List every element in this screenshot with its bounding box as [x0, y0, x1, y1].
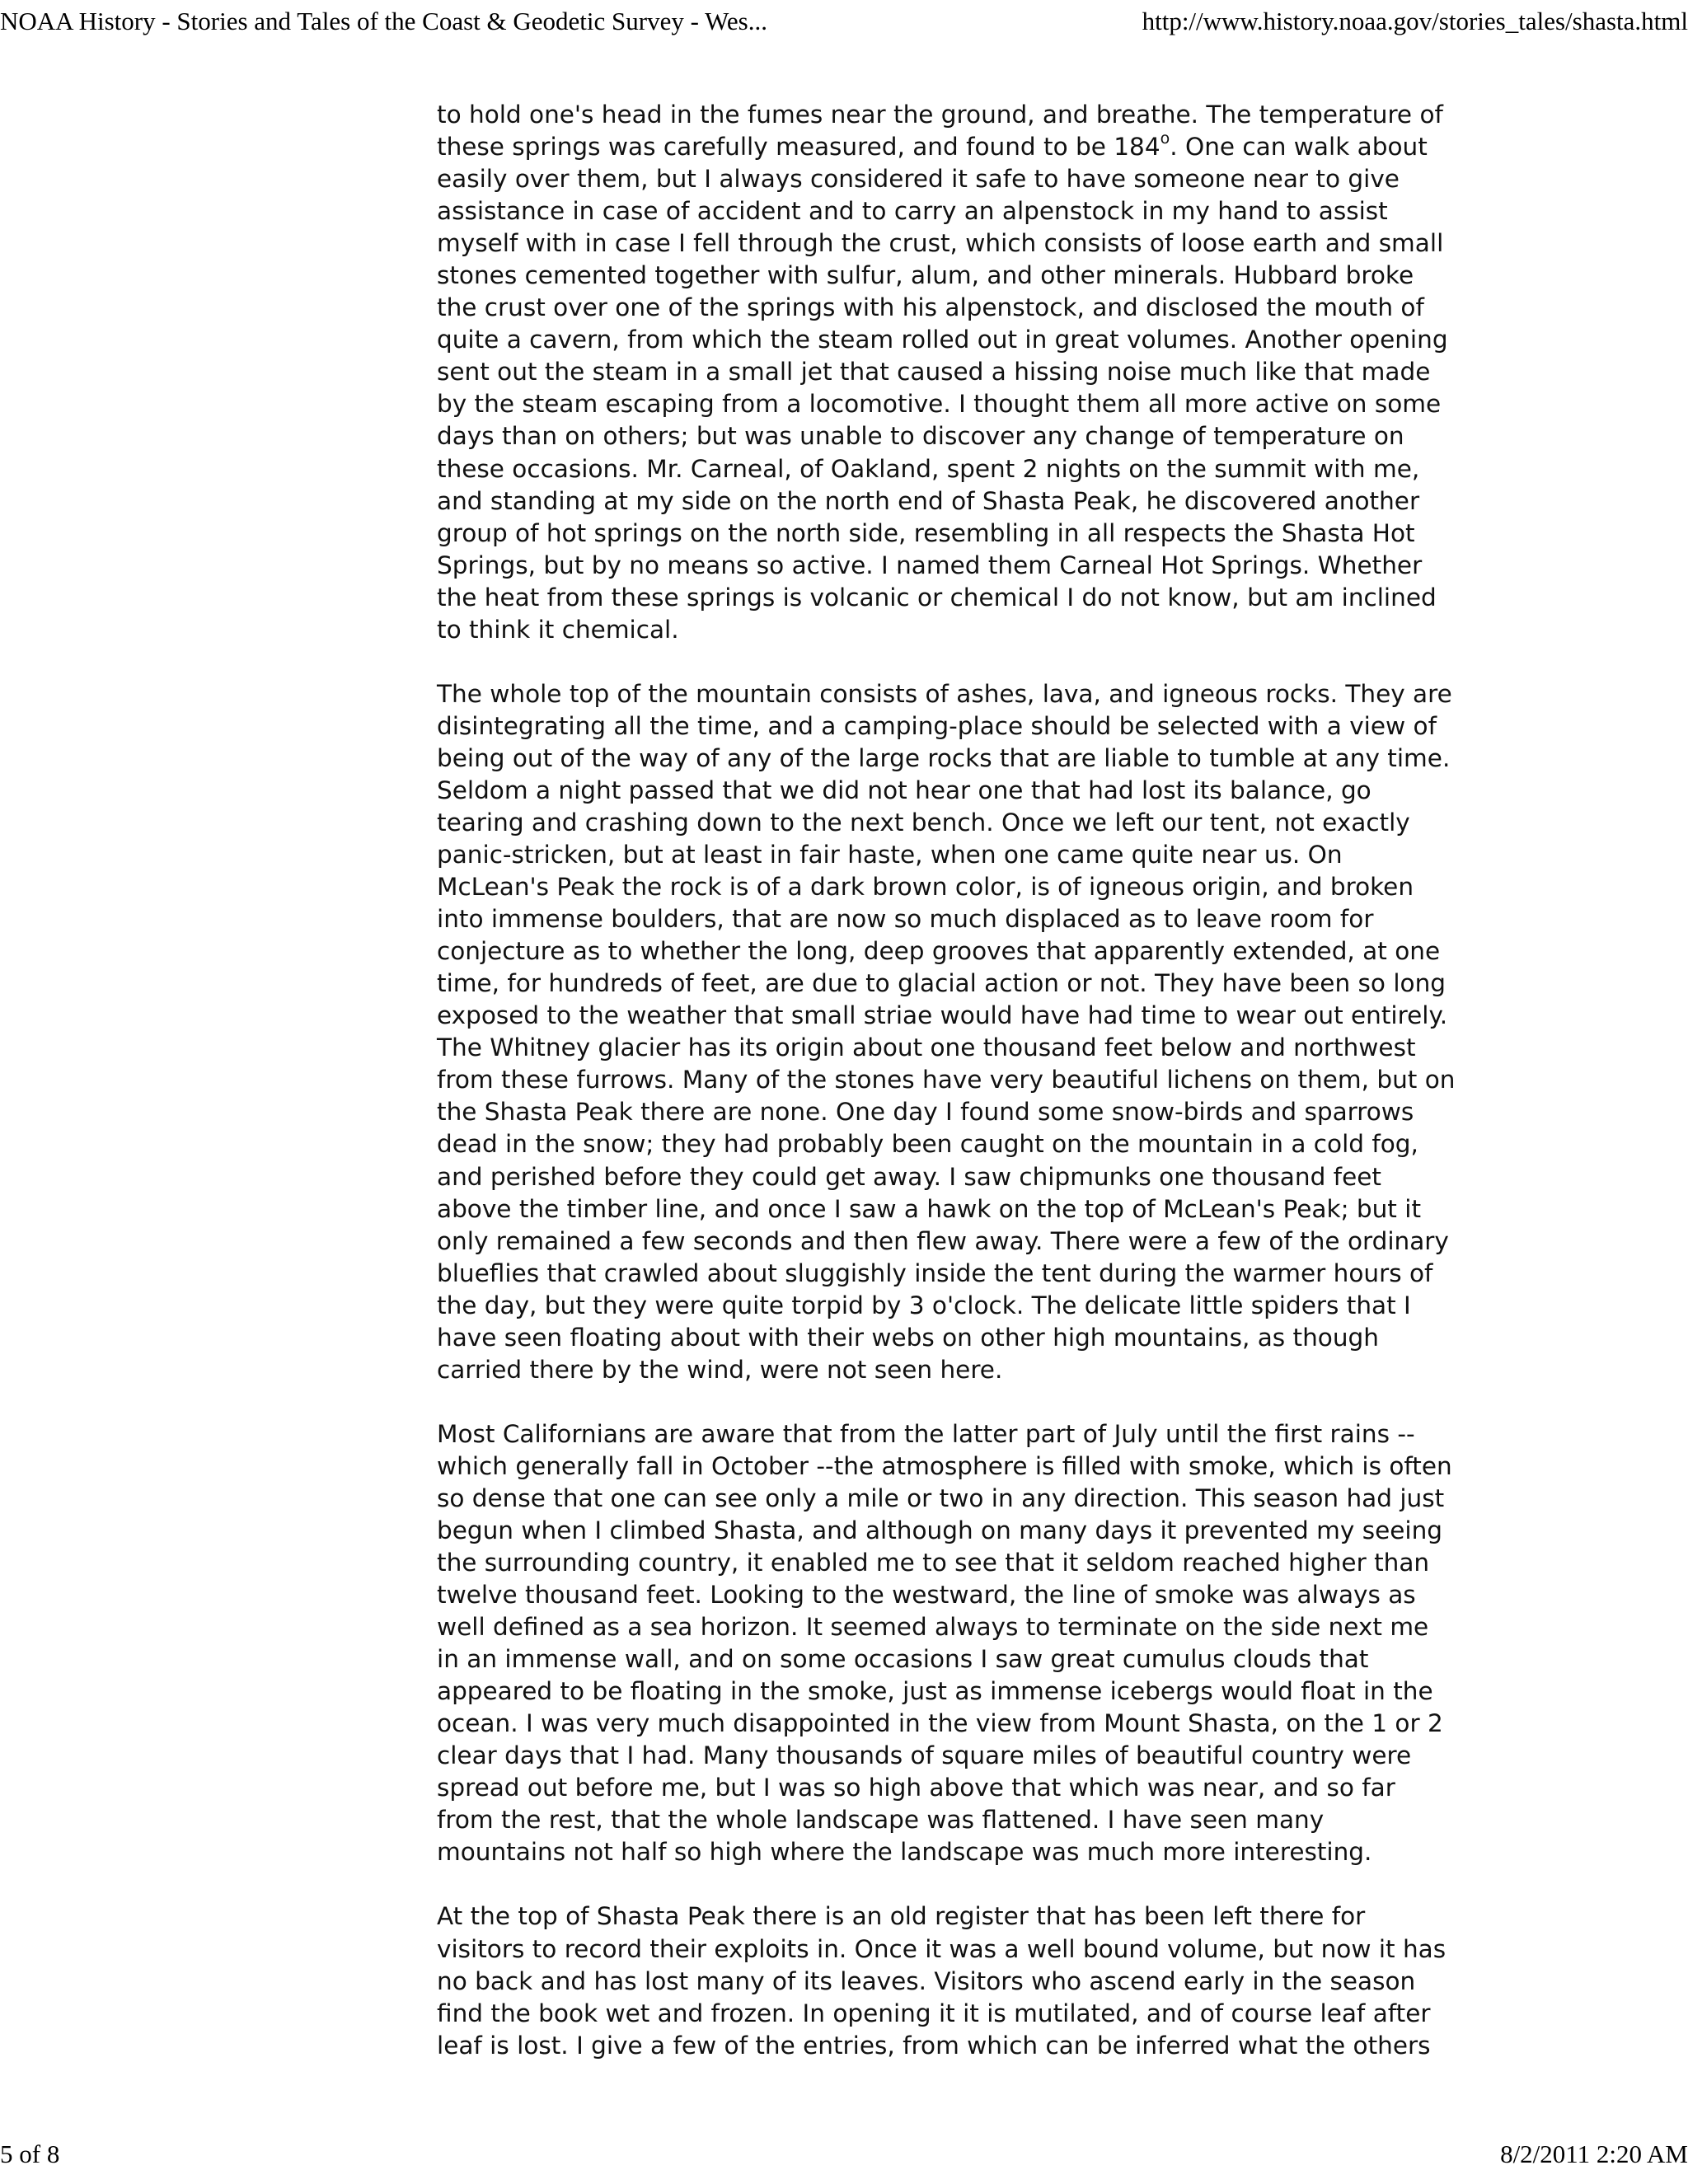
text-line: the heat from these springs is volcanic or chemical I do not know, but am inclined [437, 583, 1437, 612]
text-line: being out of the way of any of the large rocks that are liable to tumble at any time. [437, 743, 1451, 772]
page-number: 5 of 8 [0, 2139, 60, 2168]
text-line: and perished before they could get away. I saw chipmunks one thousand feet [437, 1162, 1381, 1191]
text-line: to think it chemical. [437, 615, 679, 644]
text-line: The whole top of the mountain consists of ashes, lava, and igneous rocks. They are [437, 679, 1452, 708]
text-line: only remained a few seconds and then flew away. There were a few of the ordinary [437, 1226, 1449, 1255]
text-line: from the rest, that the whole landscape was flattened. I have seen many [437, 1806, 1325, 1835]
text-line: Seldom a night passed that we did not hear one that had lost its balance, go [437, 776, 1372, 804]
text-line: time, for hundreds of feet, are due to glacial action or not. They have been so long [437, 969, 1446, 998]
text-line: Most Californians are aware that from the latter part of July until the first rains -- [437, 1419, 1415, 1448]
text-line: carried there by the wind, were not seen here. [437, 1355, 1003, 1384]
text-line: clear days that I had. Many thousands of square miles of beautiful country were [437, 1741, 1412, 1770]
paragraph-hot-springs [437, 99, 1500, 646]
text-line-temperature [437, 131, 1500, 163]
article-body [437, 99, 1500, 2062]
text-line: the surrounding country, it enabled me to see that it seldom reached higher than [437, 1549, 1430, 1577]
text-line: the day, but they were quite torpid by 3 o'clock. The delicate little spiders that I [437, 1291, 1411, 1319]
text-line: from these furrows. Many of the stones have very beautiful lichens on them, but on [437, 1066, 1456, 1094]
text-line: leaf is lost. I give a few of the entries, from which can be inferred what the others [437, 2031, 1431, 2060]
text-line: spread out before me, but I was so high above that which was near, and so far [437, 1774, 1395, 1802]
text-line: quite a cavern, from which the steam rolled out in great volumes. Another opening [437, 326, 1448, 354]
text-line: days than on others; but was unable to discover any change of temperature on [437, 422, 1404, 451]
text-line: ocean. I was very much disappointed in the view from Mount Shasta, on the 1 or 2 [437, 1709, 1443, 1738]
text-line: by the steam escaping from a locomotive. I thought them all more active on some [437, 390, 1442, 419]
text-line: appeared to be floating in the smoke, just as immense icebergs would float in the [437, 1677, 1433, 1706]
print-timestamp: 8/2/2011 2:20 AM [1500, 2139, 1688, 2168]
text-line: The Whitney glacier has its origin about one thousand feet below and northwest [437, 1033, 1416, 1062]
text-line: in an immense wall, and on some occasions I saw great cumulus clouds that [437, 1645, 1369, 1674]
text-line: the Shasta Peak there are none. One day I found some snow-birds and sparrows [437, 1098, 1414, 1127]
text-line: well defined as a sea horizon. It seemed always to terminate on the side next me [437, 1613, 1429, 1642]
text-line: blueflies that crawled about sluggishly inside the tent during the warmer hours of [437, 1258, 1433, 1287]
paragraph-register [437, 1900, 1500, 2061]
text-line: exposed to the weather that small striae would have had time to wear out entirely. [437, 1001, 1448, 1030]
text-line: to hold one's head in the fumes near the ground, and breathe. The temperature of [437, 101, 1443, 129]
degree-superscript: o [1160, 129, 1170, 148]
paragraph-mountain-top [437, 678, 1500, 1386]
text-line: sent out the steam in a small jet that caused a hissing noise much like that made [437, 358, 1431, 387]
text-line: begun when I climbed Shasta, and although on many days it prevented my seeing [437, 1516, 1443, 1544]
text-line: which generally fall in October --the atmosphere is filled with smoke, which is often [437, 1451, 1452, 1480]
text-line: find the book wet and frozen. In opening it it is mutilated, and of course leaf after [437, 1999, 1431, 2027]
text-line: dead in the snow; they had probably been caught on the mountain in a cold fog, [437, 1130, 1418, 1159]
text-line: conjecture as to whether the long, deep grooves that apparently extended, at one [437, 937, 1441, 966]
text-line: and standing at my side on the north end of Shasta Peak, he discovered another [437, 486, 1420, 515]
text-line: myself with in case I fell through the crust, which consists of loose earth and small [437, 229, 1444, 258]
text-line: twelve thousand feet. Looking to the westward, the line of smoke was always as [437, 1581, 1416, 1610]
text-line: so dense that one can see only a mile or two in any direction. This season had just [437, 1483, 1445, 1512]
text-line: have seen floating about with their webs on other high mountains, as though [437, 1323, 1379, 1352]
text-line: disintegrating all the time, and a camping-place should be selected with a view of [437, 711, 1437, 740]
text-line: mountains not half so high where the landscape was much more interesting. [437, 1838, 1372, 1867]
text-line: visitors to record their exploits in. Once it was a well bound volume, but now it has [437, 1934, 1447, 1963]
text-line: At the top of Shasta Peak there is an old register that has been left there for [437, 1902, 1366, 1931]
text-line: group of hot springs on the north side, resembling in all respects the Shasta Hot [437, 518, 1415, 547]
text-fragment: these springs was carefully measured, and found to be 184 [437, 133, 1160, 162]
text-line: into immense boulders, that are now so much displaced as to leave room for [437, 905, 1374, 934]
text-line: above the timber line, and once I saw a hawk on the top of McLean's Peak; but it [437, 1194, 1422, 1223]
text-line: tearing and crashing down to the next bench. Once we left our tent, not exactly [437, 808, 1410, 837]
text-line: panic-stricken, but at least in fair haste, when one came quite near us. On [437, 841, 1343, 869]
text-line: assistance in case of accident and to carry an alpenstock in my hand to assist [437, 197, 1388, 226]
paragraph-smoke [437, 1418, 1500, 1869]
text-line: these occasions. Mr. Carneal, of Oakland, spent 2 nights on the summit with me, [437, 454, 1420, 483]
text-line: McLean's Peak the rock is of a dark brown color, is of igneous origin, and broken [437, 873, 1414, 902]
page-url: http://www.history.noaa.gov/stories_tales/shasta.html [1142, 7, 1688, 35]
text-line: stones cemented together with sulfur, alum, and other minerals. Hubbard broke [437, 261, 1414, 290]
text-line: Springs, but by no means so active. I named them Carneal Hot Springs. Whether [437, 551, 1423, 579]
page-title: NOAA History - Stories and Tales of the Coast & Geodetic Survey - Wes... [0, 7, 767, 35]
text-line: the crust over one of the springs with his alpenstock, and disclosed the mouth of [437, 293, 1424, 322]
text-fragment: . One can walk about [1170, 133, 1428, 162]
text-line: no back and has lost many of its leaves. Visitors who ascend early in the season [437, 1966, 1416, 1995]
text-line: easily over them, but I always considered it safe to have someone near to give [437, 165, 1400, 194]
